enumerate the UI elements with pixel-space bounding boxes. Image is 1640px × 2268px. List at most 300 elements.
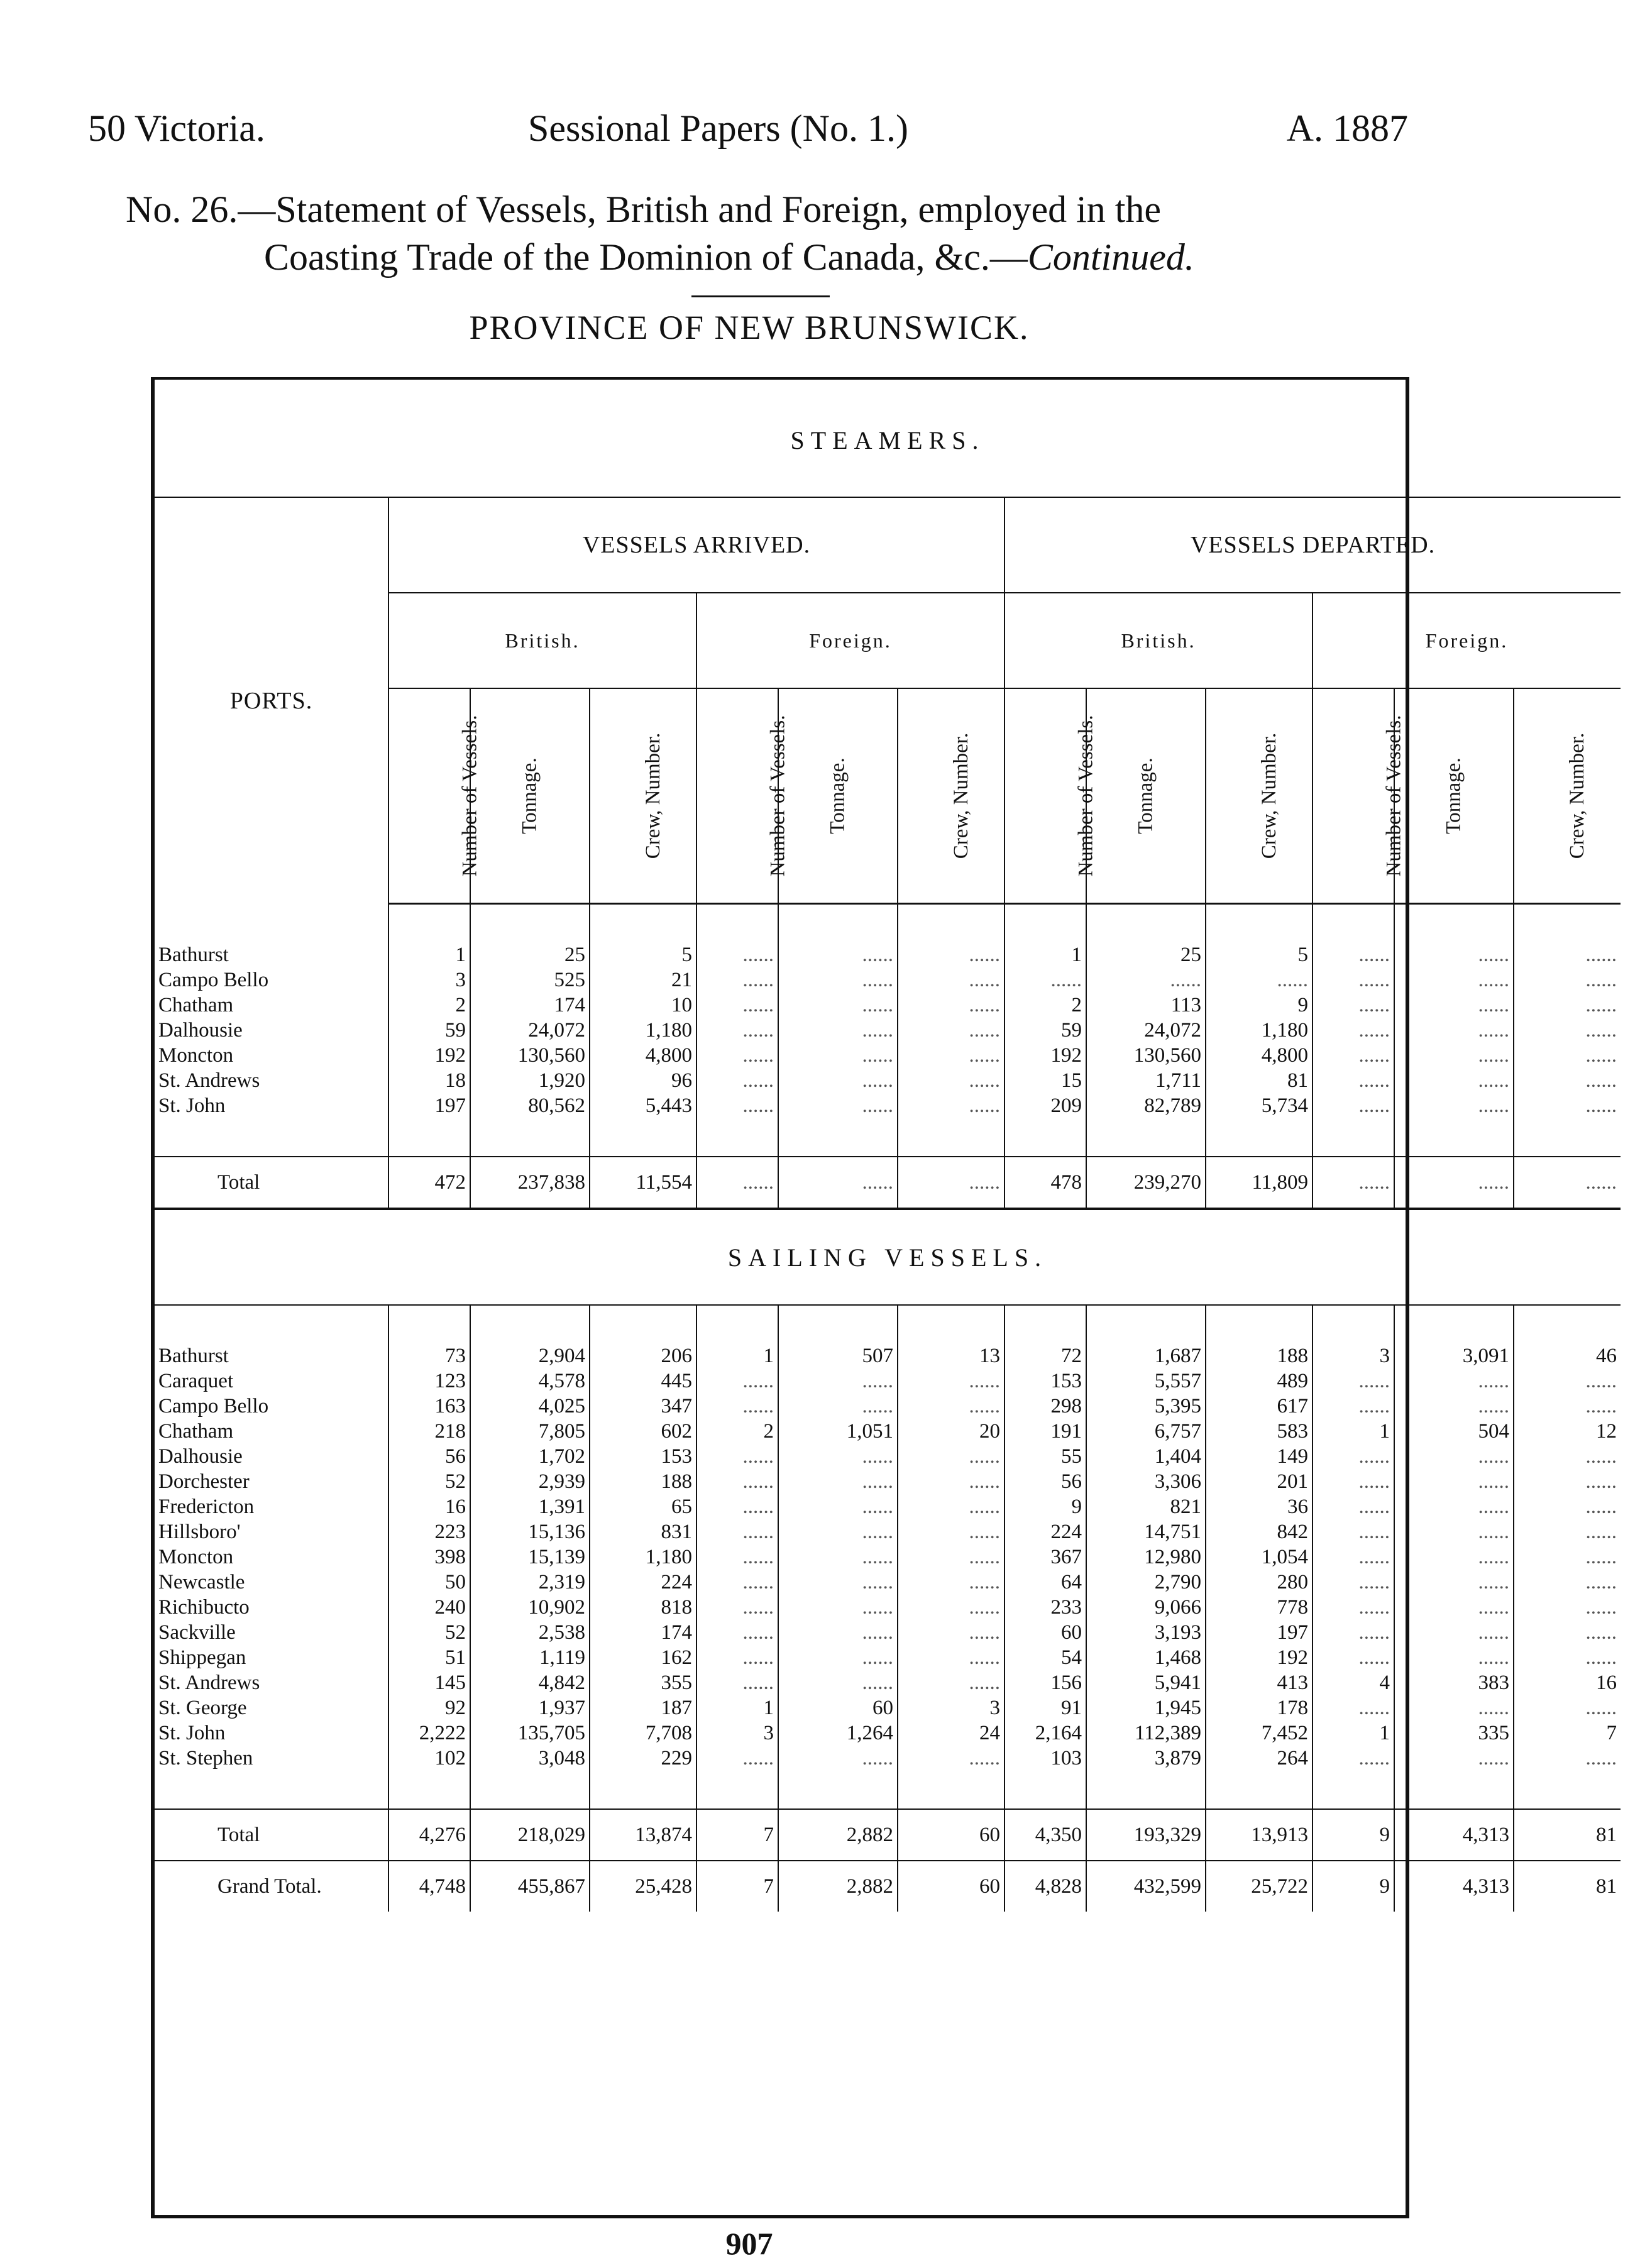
vessels-arrived-header: VESSELS ARRIVED.: [388, 497, 1004, 593]
total-cell: 9: [1313, 1809, 1394, 1861]
data-cell: 91: [1004, 1695, 1086, 1720]
empty-cell: ......: [1514, 1519, 1621, 1544]
empty-cell: ......: [898, 1544, 1004, 1570]
empty-cell: ......: [1313, 942, 1394, 967]
data-cell: 1,051: [778, 1419, 898, 1444]
empty-cell: ......: [1514, 1695, 1621, 1720]
data-cell: 2: [696, 1419, 778, 1444]
data-cell: 1,180: [590, 1018, 696, 1043]
data-cell: 1: [1313, 1720, 1394, 1746]
port-name: St. George: [158, 1697, 247, 1719]
grand-total-cell: 4,828: [1004, 1861, 1086, 1912]
data-cell: 2,319: [470, 1570, 590, 1595]
empty-cell: ......: [1313, 1695, 1394, 1720]
arrived-foreign-number-header: [696, 688, 790, 904]
total-label: Total: [155, 1157, 388, 1209]
grand-total-cell: 432,599: [1086, 1861, 1206, 1912]
grand-total-cell: 4,313: [1394, 1861, 1514, 1912]
empty-cell: ......: [898, 1670, 1004, 1695]
empty-cell: ......: [1514, 993, 1621, 1018]
empty-cell: ......: [696, 1595, 778, 1620]
empty-cell: ......: [898, 1570, 1004, 1595]
empty-cell: ......: [696, 1620, 778, 1645]
header-title: Sessional Papers (No. 1.): [528, 107, 908, 149]
data-cell: 831: [590, 1519, 696, 1544]
data-cell: 778: [1206, 1595, 1313, 1620]
data-cell: 163: [388, 1394, 470, 1419]
empty-cell: ......: [1514, 942, 1621, 967]
data-cell: 46: [1514, 1343, 1621, 1368]
empty-cell: ......: [898, 1444, 1004, 1469]
grand-total-cell: 81: [1514, 1861, 1621, 1912]
data-cell: 1,264: [778, 1720, 898, 1746]
data-cell: 7,805: [470, 1419, 590, 1444]
grand-total-cell: 9: [1313, 1861, 1394, 1912]
data-cell: 20: [898, 1419, 1004, 1444]
data-cell: 3: [696, 1720, 778, 1746]
data-cell: 209: [1004, 1093, 1086, 1118]
grand-total-label: Grand Total.: [155, 1861, 388, 1912]
data-cell: 135,705: [470, 1720, 590, 1746]
empty-cell: ......: [1313, 993, 1394, 1018]
departed-foreign-header: Foreign.: [1313, 593, 1621, 688]
data-cell: 130,560: [470, 1043, 590, 1068]
empty-cell: ......: [1514, 1595, 1621, 1620]
empty-cell: ......: [898, 1494, 1004, 1519]
data-cell: 3,048: [470, 1746, 590, 1771]
data-cell: 224: [1004, 1519, 1086, 1544]
empty-cell: ......: [1394, 1157, 1514, 1209]
data-cell: 5,557: [1086, 1368, 1206, 1394]
empty-cell: ......: [1394, 1570, 1514, 1595]
data-cell: 2,904: [470, 1343, 590, 1368]
empty-cell: ......: [1313, 1746, 1394, 1771]
data-cell: 64: [1004, 1570, 1086, 1595]
data-cell: 60: [1004, 1620, 1086, 1645]
sailing-row: [155, 1746, 1621, 1771]
grand-total-cell: 60: [898, 1861, 1004, 1912]
empty-cell: ......: [1313, 1494, 1394, 1519]
empty-cell: ......: [898, 1746, 1004, 1771]
empty-cell: ......: [778, 1068, 898, 1093]
data-cell: 56: [1004, 1469, 1086, 1494]
data-cell: 280: [1206, 1570, 1313, 1595]
arrived-foreign-tonnage-header: [778, 688, 898, 904]
data-cell: 1,937: [470, 1695, 590, 1720]
data-cell: 1,945: [1086, 1695, 1206, 1720]
data-cell: 59: [1004, 1018, 1086, 1043]
empty-cell: ......: [898, 1043, 1004, 1068]
data-cell: 507: [778, 1343, 898, 1368]
data-cell: 12,980: [1086, 1544, 1206, 1570]
grand-total-row: [155, 1861, 1621, 1912]
empty-cell: ......: [778, 1595, 898, 1620]
empty-cell: ......: [1514, 1444, 1621, 1469]
arrived-foreign-number-label: Number of Vessels.: [766, 715, 790, 877]
data-cell: 5,734: [1206, 1093, 1313, 1118]
sailing-section-heading: SAILING VESSELS.: [155, 1209, 1621, 1305]
data-cell: 10: [590, 993, 696, 1018]
empty-cell: ......: [1394, 1444, 1514, 1469]
data-cell: 3,879: [1086, 1746, 1206, 1771]
empty-cell: ......: [1313, 1368, 1394, 1394]
empty-cell: ......: [1313, 1519, 1394, 1544]
data-cell: 7,708: [590, 1720, 696, 1746]
data-cell: 7,452: [1206, 1720, 1313, 1746]
empty-cell: ......: [778, 967, 898, 993]
data-cell: 1,468: [1086, 1645, 1206, 1670]
empty-cell: ......: [696, 942, 778, 967]
data-cell: 335: [1394, 1720, 1514, 1746]
data-cell: 197: [1206, 1620, 1313, 1645]
data-cell: 54: [1004, 1645, 1086, 1670]
sailing-row: [155, 1720, 1621, 1746]
data-cell: 201: [1206, 1469, 1313, 1494]
data-cell: 72: [1004, 1343, 1086, 1368]
empty-cell: ......: [1514, 1093, 1621, 1118]
data-cell: 113: [1086, 993, 1206, 1018]
data-cell: 1: [1313, 1419, 1394, 1444]
data-cell: 818: [590, 1595, 696, 1620]
port-name: Richibucto: [158, 1596, 250, 1619]
empty-cell: ......: [1394, 1544, 1514, 1570]
data-cell: 103: [1004, 1746, 1086, 1771]
data-cell: 489: [1206, 1368, 1313, 1394]
empty-cell: ......: [1313, 1093, 1394, 1118]
grand-total-cell: 4,748: [388, 1861, 470, 1912]
steamer-row: [155, 1043, 1621, 1068]
empty-cell: ......: [1394, 1068, 1514, 1093]
empty-cell: ......: [1394, 1645, 1514, 1670]
data-cell: 842: [1206, 1519, 1313, 1544]
empty-cell: ......: [696, 993, 778, 1018]
sailing-row: [155, 1343, 1621, 1368]
data-cell: 149: [1206, 1444, 1313, 1469]
port-name: Hillsboro': [158, 1521, 241, 1543]
empty-cell: ......: [696, 1157, 778, 1209]
data-cell: 188: [590, 1469, 696, 1494]
empty-cell: ......: [1514, 967, 1621, 993]
empty-cell: ......: [1313, 967, 1394, 993]
data-cell: 3: [898, 1695, 1004, 1720]
total-cell: 239,270: [1086, 1157, 1206, 1209]
departed-british-crew-label: Crew, Number.: [1258, 732, 1281, 859]
sailing-row: [155, 1670, 1621, 1695]
empty-cell: ......: [696, 1519, 778, 1544]
arrived-british-number-label: Number of Vessels.: [458, 715, 482, 877]
empty-cell: ......: [1514, 1018, 1621, 1043]
empty-cell: ......: [1514, 1544, 1621, 1570]
steamers-section-heading: STEAMERS.: [790, 426, 985, 454]
total-label: Total: [155, 1809, 388, 1861]
data-cell: 192: [388, 1043, 470, 1068]
empty-cell: ......: [696, 1093, 778, 1118]
data-cell: 51: [388, 1645, 470, 1670]
departed-british-tonnage-header: [1086, 688, 1206, 904]
empty-cell: ......: [1004, 967, 1086, 993]
empty-cell: ......: [696, 1444, 778, 1469]
arrived-british-crew-header: [590, 688, 696, 904]
data-cell: 81: [1206, 1068, 1313, 1093]
empty-cell: ......: [898, 967, 1004, 993]
empty-cell: ......: [1313, 1157, 1394, 1209]
data-cell: 3,193: [1086, 1620, 1206, 1645]
data-cell: 4,800: [1206, 1043, 1313, 1068]
empty-cell: ......: [778, 1043, 898, 1068]
data-cell: 2,538: [470, 1620, 590, 1645]
data-cell: 233: [1004, 1595, 1086, 1620]
port-name: Shippegan: [158, 1646, 246, 1669]
port-name: Moncton: [158, 1546, 234, 1568]
port-name: Campo Bello: [158, 969, 269, 991]
data-cell: 445: [590, 1368, 696, 1394]
data-cell: 583: [1206, 1419, 1313, 1444]
statement-title-line2-text: Coasting Trade of the Dominion of Canada, &c.—: [264, 236, 1028, 278]
empty-cell: ......: [1394, 1469, 1514, 1494]
data-cell: 5,395: [1086, 1394, 1206, 1419]
data-cell: 15,136: [470, 1519, 590, 1544]
header-session: 50 Victoria.: [88, 107, 265, 149]
data-cell: 55: [1004, 1444, 1086, 1469]
empty-cell: ......: [1313, 1595, 1394, 1620]
empty-cell: ......: [1086, 967, 1206, 993]
total-cell: 81: [1514, 1809, 1621, 1861]
empty-cell: ......: [778, 1746, 898, 1771]
vessels-departed-header: VESSELS DEPARTED.: [1004, 497, 1621, 593]
port-name: Newcastle: [158, 1571, 245, 1594]
empty-cell: ......: [1313, 1394, 1394, 1419]
empty-cell: ......: [1313, 1570, 1394, 1595]
data-cell: 21: [590, 967, 696, 993]
data-cell: 1,054: [1206, 1544, 1313, 1570]
empty-cell: ......: [1514, 1043, 1621, 1068]
steamer-row: [155, 967, 1621, 993]
empty-cell: ......: [778, 1494, 898, 1519]
port-name: Sackville: [158, 1621, 236, 1644]
empty-cell: ......: [778, 1093, 898, 1118]
empty-cell: ......: [696, 1670, 778, 1695]
empty-cell: ......: [1394, 993, 1514, 1018]
departed-british-header: British.: [1004, 593, 1313, 688]
arrived-foreign-header: Foreign.: [696, 593, 1004, 688]
data-cell: 617: [1206, 1394, 1313, 1419]
arrived-foreign-crew-header: [898, 688, 1004, 904]
data-cell: 602: [590, 1419, 696, 1444]
total-cell: 478: [1004, 1157, 1086, 1209]
port-name: St. John: [158, 1094, 226, 1117]
total-cell: 13,874: [590, 1809, 696, 1861]
empty-cell: ......: [1514, 1645, 1621, 1670]
data-cell: 82,789: [1086, 1093, 1206, 1118]
arrived-british-tonnage-label: Tonnage.: [519, 757, 541, 834]
data-cell: 206: [590, 1343, 696, 1368]
port-name: Bathurst: [158, 1345, 229, 1367]
data-cell: 188: [1206, 1343, 1313, 1368]
data-cell: 240: [388, 1595, 470, 1620]
empty-cell: ......: [1394, 1595, 1514, 1620]
empty-cell: ......: [696, 1043, 778, 1068]
data-cell: 224: [590, 1570, 696, 1595]
empty-cell: ......: [898, 1394, 1004, 1419]
total-cell: 60: [898, 1809, 1004, 1861]
data-cell: 191: [1004, 1419, 1086, 1444]
empty-cell: ......: [696, 1544, 778, 1570]
empty-cell: ......: [898, 1157, 1004, 1209]
header-year: A. 1887: [1286, 107, 1408, 149]
data-cell: 13: [898, 1343, 1004, 1368]
data-cell: 1,404: [1086, 1444, 1206, 1469]
empty-cell: ......: [1394, 1368, 1514, 1394]
data-cell: 56: [388, 1444, 470, 1469]
sailing-row: [155, 1570, 1621, 1595]
empty-cell: ......: [898, 942, 1004, 967]
departed-foreign-tonnage-header: [1394, 688, 1514, 904]
data-cell: 15: [1004, 1068, 1086, 1093]
total-cell: 472: [388, 1157, 470, 1209]
data-cell: 383: [1394, 1670, 1514, 1695]
empty-cell: ......: [1514, 1368, 1621, 1394]
data-cell: 192: [1004, 1043, 1086, 1068]
data-cell: 24,072: [1086, 1018, 1206, 1043]
data-cell: 5,941: [1086, 1670, 1206, 1695]
sailing-row: [155, 1394, 1621, 1419]
empty-cell: ......: [1514, 1157, 1621, 1209]
steamer-row: [155, 993, 1621, 1018]
grand-total-cell: 25,722: [1206, 1861, 1313, 1912]
sailing-row: [155, 1544, 1621, 1570]
data-cell: 14,751: [1086, 1519, 1206, 1544]
empty-cell: ......: [1394, 1695, 1514, 1720]
arrived-foreign-tonnage-label: Tonnage.: [827, 757, 849, 834]
data-cell: 223: [388, 1519, 470, 1544]
data-cell: 73: [388, 1343, 470, 1368]
empty-cell: ......: [778, 1645, 898, 1670]
arrived-foreign-crew-label: Crew, Number.: [950, 732, 973, 859]
empty-cell: ......: [898, 1645, 1004, 1670]
total-cell: 11,554: [590, 1157, 696, 1209]
empty-cell: ......: [696, 1570, 778, 1595]
port-name: Moncton: [158, 1044, 234, 1067]
empty-cell: ......: [778, 1394, 898, 1419]
empty-cell: ......: [778, 1519, 898, 1544]
arrived-british-crew-label: Crew, Number.: [642, 732, 665, 859]
data-cell: 2,222: [388, 1720, 470, 1746]
data-cell: 174: [470, 993, 590, 1018]
data-cell: 96: [590, 1068, 696, 1093]
empty-cell: ......: [778, 1368, 898, 1394]
port-name: Fredericton: [158, 1495, 255, 1518]
total-cell: 4,350: [1004, 1809, 1086, 1861]
port-name: St. Andrews: [158, 1069, 260, 1092]
arrived-british-number-header: [388, 688, 482, 904]
data-cell: 2: [1004, 993, 1086, 1018]
data-cell: 80,562: [470, 1093, 590, 1118]
data-cell: 298: [1004, 1394, 1086, 1419]
total-cell: 4,276: [388, 1809, 470, 1861]
empty-cell: ......: [778, 1670, 898, 1695]
statement-title-line1: No. 26.—Statement of Vessels, British and Foreign, employed in the: [126, 189, 1162, 230]
data-cell: 1,702: [470, 1444, 590, 1469]
statement-title-continued: Continued.: [1027, 236, 1194, 278]
empty-cell: ......: [778, 1544, 898, 1570]
grand-total-cell: 25,428: [590, 1861, 696, 1912]
data-cell: 52: [388, 1620, 470, 1645]
data-cell: 153: [1004, 1368, 1086, 1394]
port-name: Campo Bello: [158, 1395, 269, 1418]
port-name: Dalhousie: [158, 1445, 243, 1468]
empty-cell: ......: [1313, 1620, 1394, 1645]
data-cell: 1,711: [1086, 1068, 1206, 1093]
empty-cell: ......: [898, 993, 1004, 1018]
empty-cell: ......: [1206, 967, 1313, 993]
total-cell: 7: [696, 1809, 778, 1861]
empty-cell: ......: [1514, 1494, 1621, 1519]
data-cell: 413: [1206, 1670, 1313, 1695]
total-cell: 13,913: [1206, 1809, 1313, 1861]
data-cell: 18: [388, 1068, 470, 1093]
statement-title: [126, 185, 1433, 281]
data-cell: 52: [388, 1469, 470, 1494]
data-cell: 525: [470, 967, 590, 993]
empty-cell: ......: [1514, 1570, 1621, 1595]
port-name: Chatham: [158, 1420, 234, 1443]
empty-cell: ......: [1514, 1620, 1621, 1645]
arrived-british-tonnage-header: [470, 688, 590, 904]
data-cell: 4,842: [470, 1670, 590, 1695]
data-cell: 2,790: [1086, 1570, 1206, 1595]
empty-cell: ......: [1394, 1394, 1514, 1419]
data-cell: 5,443: [590, 1093, 696, 1118]
grand-total-cell: 2,882: [778, 1861, 898, 1912]
sailing-row: [155, 1519, 1621, 1544]
empty-cell: ......: [1514, 1469, 1621, 1494]
total-cell: 11,809: [1206, 1157, 1313, 1209]
empty-cell: ......: [898, 1018, 1004, 1043]
empty-cell: ......: [1313, 1068, 1394, 1093]
departed-foreign-number-label: Number of Vessels.: [1382, 715, 1406, 877]
empty-cell: ......: [1313, 1544, 1394, 1570]
arrived-british-header: British.: [388, 593, 696, 688]
data-cell: 145: [388, 1670, 470, 1695]
data-cell: 347: [590, 1394, 696, 1419]
empty-cell: ......: [1394, 1519, 1514, 1544]
data-cell: 102: [388, 1746, 470, 1771]
data-cell: 1,180: [1206, 1018, 1313, 1043]
empty-cell: ......: [1514, 1746, 1621, 1771]
data-cell: 130,560: [1086, 1043, 1206, 1068]
data-cell: 153: [590, 1444, 696, 1469]
ports-column-header: PORTS.: [155, 497, 388, 904]
data-cell: 4,578: [470, 1368, 590, 1394]
empty-cell: ......: [898, 1519, 1004, 1544]
sailing-row: [155, 1695, 1621, 1720]
vessels-table: [155, 383, 1621, 1912]
data-cell: 4: [1313, 1670, 1394, 1695]
data-cell: 9,066: [1086, 1595, 1206, 1620]
data-cell: 92: [388, 1695, 470, 1720]
empty-cell: ......: [1394, 1043, 1514, 1068]
data-cell: 36: [1206, 1494, 1313, 1519]
data-cell: 367: [1004, 1544, 1086, 1570]
data-cell: 123: [388, 1368, 470, 1394]
data-cell: 1,687: [1086, 1343, 1206, 1368]
data-cell: 2,164: [1004, 1720, 1086, 1746]
sailing-row: [155, 1444, 1621, 1469]
empty-cell: ......: [778, 1570, 898, 1595]
data-cell: 4,025: [470, 1394, 590, 1419]
data-cell: 187: [590, 1695, 696, 1720]
data-cell: 1,391: [470, 1494, 590, 1519]
